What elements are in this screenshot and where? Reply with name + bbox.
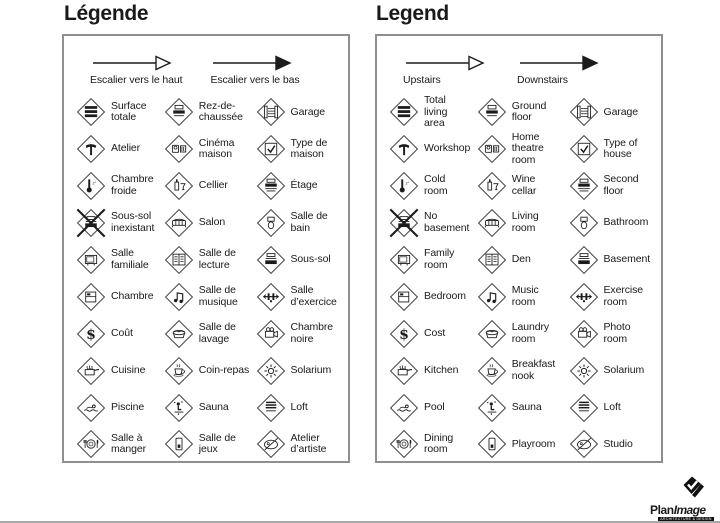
loft-icon: [256, 393, 286, 423]
legend-item: [389, 242, 477, 279]
photo-room-icon: [256, 319, 286, 349]
music-room-icon: [164, 282, 194, 312]
legend-item-label: Atelier: [111, 142, 141, 155]
second-floor-icon: [256, 171, 286, 201]
legend-item: [76, 168, 164, 205]
logo-text-plan: Plan: [650, 503, 674, 517]
legend-item: [389, 168, 477, 205]
legend-item: [569, 205, 655, 242]
legend-item: [569, 389, 655, 426]
svg-text:2°: 2°: [92, 180, 97, 186]
legend-item: [76, 278, 164, 315]
basement-icon: [569, 245, 599, 275]
home-theatre-icon: [477, 134, 507, 164]
legend-item-label: Salle de lecture: [198, 247, 236, 271]
workshop-icon: [389, 134, 419, 164]
legend-item-label: Salle de bain: [290, 210, 328, 235]
total-living-area-icon: [76, 97, 106, 127]
legend-item: [477, 94, 569, 131]
legend-item-label: Type de maison: [290, 136, 328, 161]
playroom-icon: [164, 429, 194, 459]
logo-text-image: Image: [673, 503, 706, 517]
legend-item: [477, 205, 569, 242]
legend-item-label: Loft: [290, 400, 308, 413]
pool-icon: [389, 393, 419, 423]
legend-item-label: Garage: [603, 105, 638, 118]
legend-item-label: Garage: [290, 105, 325, 118]
svg-text:$: $: [399, 326, 409, 343]
legend-item-label: Breakfast nook: [511, 357, 556, 382]
legend-item-label: Salle de jeux: [198, 431, 236, 456]
legend-item: [569, 426, 655, 463]
stairs-up-label: Upstairs: [403, 74, 441, 86]
bedroom-icon: [76, 282, 106, 312]
legend-item-label: Music room: [511, 284, 539, 308]
legend-item: [389, 278, 477, 315]
legend-item-label: Dining room: [424, 431, 454, 456]
loft-icon: [569, 393, 599, 423]
second-floor-icon: [569, 171, 599, 201]
legend-item: [256, 278, 342, 315]
legend-item: [477, 131, 569, 168]
basement-icon: [256, 245, 286, 275]
legend-item-label: Loft: [603, 400, 621, 413]
legend-item: [569, 168, 655, 205]
legend-item-label: Sauna: [511, 400, 542, 413]
legend-item-label: Atelier d’artiste: [290, 431, 327, 456]
no-basement-icon: [76, 208, 106, 238]
photo-room-icon: [569, 319, 599, 349]
sauna-icon: [164, 393, 194, 423]
legend-item: [256, 242, 342, 279]
stairs-down-legend: [517, 54, 603, 86]
legend-item-label: Total living area: [424, 93, 448, 130]
wine-cellar-icon: [477, 171, 507, 201]
stairs-down-legend: [210, 54, 299, 86]
legend-item: [569, 242, 655, 279]
legend-item-label: Laundry room: [511, 321, 550, 345]
home-theatre-icon: [164, 134, 194, 164]
bedroom-icon: [389, 282, 419, 312]
stairs-up-arrow-icon: [403, 54, 489, 72]
legend-item-label: Photo room: [603, 321, 631, 345]
workshop-icon: [76, 134, 106, 164]
legend-item-label: Étage: [290, 179, 318, 192]
planimage-logo: [650, 476, 720, 523]
solarium-icon: [569, 356, 599, 386]
family-room-icon: [389, 245, 419, 275]
legend-item-label: Rez-de-chaussée: [198, 99, 243, 124]
legend-item-label: Cost: [424, 326, 446, 339]
legend-item: [389, 352, 477, 389]
legend-item-label: Family room: [424, 247, 455, 271]
legend-item-label: Salle à manger: [111, 431, 147, 456]
legend-item: [389, 94, 477, 131]
legend-item: [389, 205, 477, 242]
breakfast-nook-icon: [164, 356, 194, 386]
cost-icon: [76, 319, 106, 349]
den-icon: [164, 245, 194, 275]
legend-item: [477, 242, 569, 279]
exercise-room-icon: [569, 282, 599, 312]
garage-icon: [256, 97, 286, 127]
dining-room-icon: [389, 429, 419, 459]
legend-item: [76, 352, 164, 389]
legend-item: [76, 426, 164, 463]
legend-item: [569, 94, 655, 131]
legend-item: [569, 352, 655, 389]
legend-item-label: Basement: [603, 253, 651, 266]
legend-item: [76, 242, 164, 279]
house-type-icon: [256, 134, 286, 164]
legend-item-label: Chambre noire: [290, 321, 334, 345]
family-room-icon: [76, 245, 106, 275]
legend-item-label: Living room: [511, 210, 539, 235]
legend-item-label: Bathroom: [603, 216, 649, 229]
legend-item-label: Piscine: [111, 400, 145, 413]
legend-item: [76, 205, 164, 242]
legend-item-label: Salle de lavage: [198, 321, 236, 345]
legend-item-label: Coût: [111, 326, 133, 339]
legend-item: [164, 315, 256, 352]
legend-item-label: Sauna: [198, 400, 229, 413]
wine-cellar-icon: [164, 171, 194, 201]
legend-item-label: Kitchen: [424, 363, 459, 376]
legend-item-label: Workshop: [424, 142, 471, 155]
legend-item: [164, 205, 256, 242]
legend-item: [389, 389, 477, 426]
breakfast-nook-icon: [477, 356, 507, 386]
stairs-down-label: Escalier vers le bas: [210, 74, 300, 86]
stairs-up-legend: [403, 54, 489, 86]
legend-grid-en: [389, 94, 655, 463]
living-room-icon: [164, 208, 194, 238]
legend-item: [76, 389, 164, 426]
studio-icon: [256, 429, 286, 459]
legend-item: [164, 426, 256, 463]
legend-item-label: Solarium: [603, 363, 645, 376]
legend-item-label: Salle familiale: [111, 247, 149, 271]
kitchen-icon: [389, 356, 419, 386]
legend-item: [164, 389, 256, 426]
legend-item: [164, 242, 256, 279]
legend-item: [477, 168, 569, 205]
sauna-icon: [477, 393, 507, 423]
garage-icon: [569, 97, 599, 127]
stairs-up-label: Escalier vers le haut: [90, 74, 183, 86]
kitchen-icon: [76, 356, 106, 386]
legend-item: [256, 205, 342, 242]
legend-item-label: Second floor: [603, 173, 639, 198]
legend-item: [164, 168, 256, 205]
legend-grid-fr: [76, 94, 342, 463]
legend-item-label: Sous-sol inexistant: [111, 210, 155, 235]
legend-item: [164, 278, 256, 315]
legend-item-label: Sous-sol: [290, 253, 331, 266]
legend-item-label: Pool: [424, 400, 445, 413]
legend-item-label: Salle d’exercice: [290, 284, 337, 308]
legend-item-label: Wine cellar: [511, 173, 537, 198]
studio-icon: [569, 429, 599, 459]
bathroom-icon: [256, 208, 286, 238]
legend-item-label: Cellier: [198, 179, 228, 192]
pool-icon: [76, 393, 106, 423]
legend-item-label: Type of house: [603, 136, 638, 161]
legend-item: [477, 278, 569, 315]
legend-item: [76, 94, 164, 131]
legend-item-label: Exercise room: [603, 284, 643, 308]
dining-room-icon: [76, 429, 106, 459]
svg-text:2°: 2°: [405, 180, 410, 186]
playroom-icon: [477, 429, 507, 459]
legend-item: [389, 131, 477, 168]
legend-title-french: Légende: [64, 2, 149, 25]
legend-item: [164, 131, 256, 168]
cold-room-icon: [389, 171, 419, 201]
legend-panel-french: [62, 34, 350, 463]
legend-item-label: Playroom: [511, 437, 556, 450]
legend-item-label: Studio: [603, 437, 633, 450]
legend-item: [256, 94, 342, 131]
stair-arrows-row: [403, 54, 655, 86]
legend-item: [164, 94, 256, 131]
logo-tagline: ARCHITECTURE & DESIGN: [658, 517, 714, 523]
legend-item: [256, 426, 342, 463]
svg-text:$: $: [86, 326, 96, 343]
legend-item: [569, 278, 655, 315]
legend-item-label: No basement: [424, 210, 470, 235]
legend-item-label: Salon: [198, 216, 226, 229]
stairs-down-arrow-icon: [210, 54, 299, 72]
legend-item: [477, 389, 569, 426]
ground-floor-icon: [477, 97, 507, 127]
stairs-up-arrow-icon: [90, 54, 182, 72]
legend-item: [389, 315, 477, 352]
total-living-area-icon: [389, 97, 419, 127]
laundry-room-icon: [477, 319, 507, 349]
legend-item: [256, 315, 342, 352]
stairs-up-legend: [90, 54, 182, 86]
legend-item: [477, 315, 569, 352]
legend-item-label: Ground floor: [511, 99, 547, 124]
legend-item: [256, 168, 342, 205]
legend-title-english: Legend: [376, 2, 449, 25]
legend-item: [164, 352, 256, 389]
legend-item: [76, 315, 164, 352]
legend-item-label: Chambre froide: [111, 173, 154, 198]
music-room-icon: [477, 282, 507, 312]
legend-item: [477, 352, 569, 389]
house-type-icon: [569, 134, 599, 164]
legend-item-label: Salle de musique: [198, 284, 238, 308]
stairs-down-label: Downstairs: [517, 74, 568, 86]
bathroom-icon: [569, 208, 599, 238]
legend-item-label: Cuisine: [111, 363, 146, 376]
legend-item-label: Chambre: [111, 290, 154, 303]
stair-arrows-row: [90, 54, 342, 86]
legend-item: [569, 131, 655, 168]
ground-floor-icon: [164, 97, 194, 127]
legend-item: [256, 389, 342, 426]
planimage-wordmark: [650, 503, 720, 517]
legend-item: [256, 352, 342, 389]
legend-item-label: Cold room: [424, 173, 448, 198]
cost-icon: [389, 319, 419, 349]
legend-panel-english: [375, 34, 663, 463]
no-basement-icon: [389, 208, 419, 238]
legend-item: [477, 426, 569, 463]
legend-item-label: Surface totale: [111, 99, 147, 124]
legend-item-label: Bedroom: [424, 290, 466, 303]
legend-item: [76, 131, 164, 168]
stairs-down-arrow-icon: [517, 54, 603, 72]
legend-item-label: Cinéma maison: [198, 136, 235, 161]
legend-item: [569, 315, 655, 352]
legend-item-label: Coin-repas: [198, 363, 250, 376]
legend-item: [389, 426, 477, 463]
exercise-room-icon: [256, 282, 286, 312]
legend-item-label: Home theatre room: [511, 130, 544, 167]
legend-item-label: Solarium: [290, 363, 332, 376]
legend-item-label: Den: [511, 253, 531, 266]
legend-item: [256, 131, 342, 168]
den-icon: [477, 245, 507, 275]
cold-room-icon: [76, 171, 106, 201]
living-room-icon: [477, 208, 507, 238]
planimage-diamond-check-icon: [680, 476, 720, 505]
laundry-room-icon: [164, 319, 194, 349]
solarium-icon: [256, 356, 286, 386]
